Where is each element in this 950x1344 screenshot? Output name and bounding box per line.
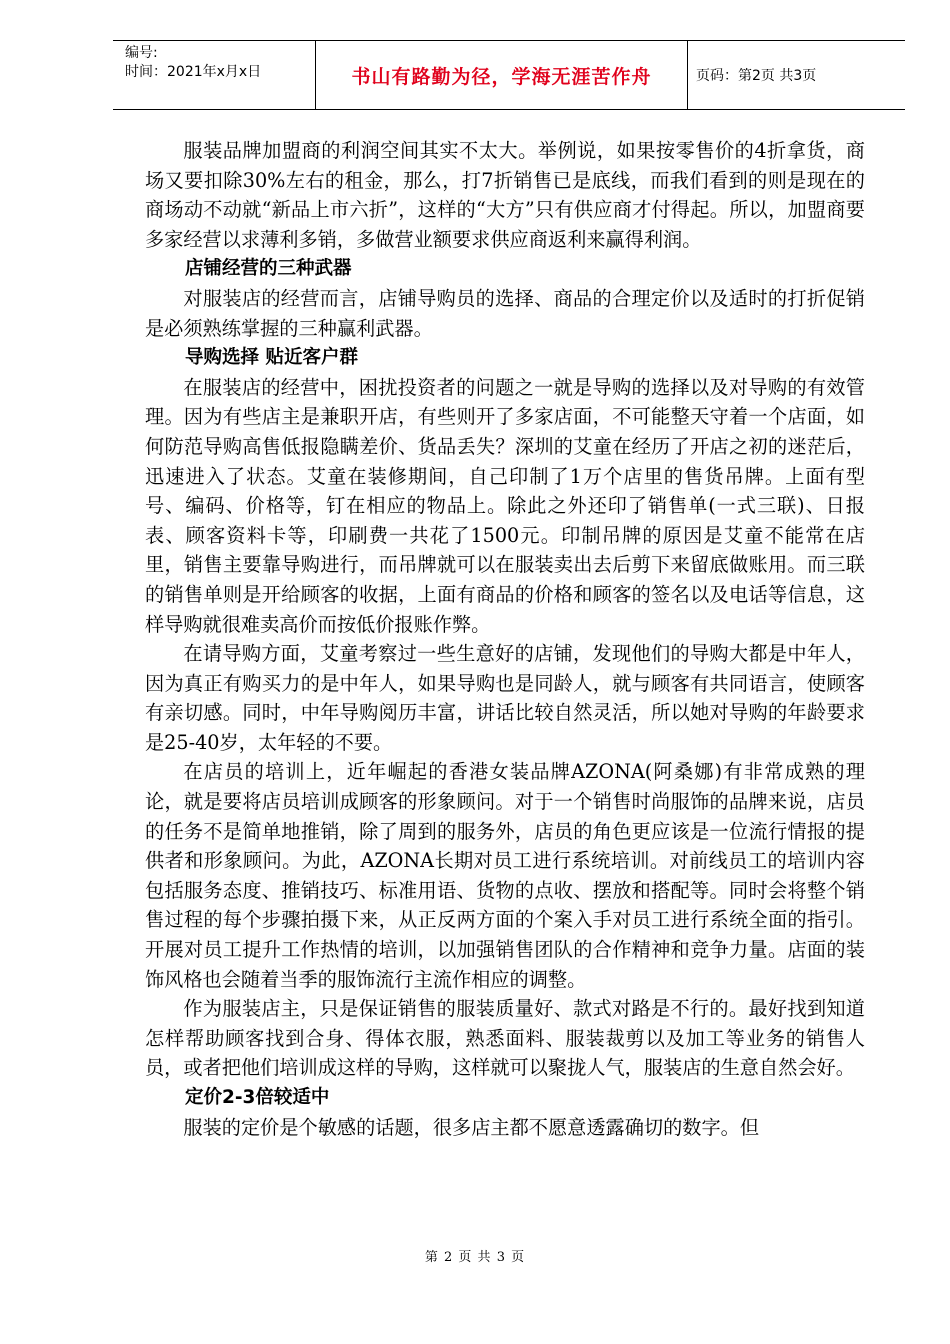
header-page-label: 页码：第2页 共3页 bbox=[696, 68, 817, 84]
document-number-label: 编号: bbox=[125, 45, 158, 61]
paragraph: 作为服装店主，只是保证销售的服装质量好、款式对路是不行的。最好找到知道怎样帮助顾客找到合身、得体衣服，熟悉面料、服装裁剪以及加工等业务的销售人员，或者把他们培训成这样的导购，这样就可以聚拢人气，服装店的生意自然会好。 bbox=[145, 997, 865, 1080]
document-body bbox=[145, 136, 865, 1142]
paragraph: 服装品牌加盟商的利润空间其实不太大。举例说，如果按零售价的4折拿货，商场又要扣除30%左右的租金，那么，打7折销售已是底线，而我们看到的则是现在的商场动不动就“新品上市六折”，这样的“大方”只有供应商才付得起。所以，加盟商要多家经营以求薄利多销，多做营业额要求供应商返利来赢得利润。 bbox=[145, 139, 865, 251]
paragraph: 在请导购方面，艾童考察过一些生意好的店铺，发现他们的导购大都是中年人，因为真正有购买力的是中年人，如果导购也是同龄人，就与顾客有共同语言，使顾客有亲切感。同时，中年导购阅历丰富，讲话比较自然灵活，所以她对导购的年龄要求是25-40岁，太年轻的不要。 bbox=[145, 642, 865, 754]
paragraph: 在店员的培训上，近年崛起的香港女装品牌AZONA(阿桑娜)有非常成熟的理论，就是要将店员培训成顾客的形象顾问。对于一个销售时尚服饰的品牌来说，店员的任务不是简单地推销，除了周到的服务外，店员的角色更应该是一位流行情报的提供者和形象顾问。为此，AZONA长期对员工进行系统培训。对前线员工的培训内容包括服务态度、推销技巧、标准用语、货物的点收、摆放和搭配等。同时会将整个销售过程的每个步骤拍摄下来，从正反两方面的个案入手对员工进行系统全面的指引。开展对员工提升工作热情的培训，以加强销售团队的合作精神和竞争力量。店面的装饰风格也会随着当季的服饰流行主流作相应的调整。 bbox=[145, 760, 865, 991]
section-heading: 店铺经营的三种武器 bbox=[185, 258, 352, 280]
page-footer: 第 2 页 共 3 页 bbox=[424, 1250, 526, 1265]
document-time-label: 时间：2021年x月x日 bbox=[125, 64, 262, 80]
paragraph: 在服装店的经营中，困扰投资者的问题之一就是导购的选择以及对导购的有效管理。因为有些店主是兼职开店，有些则开了多家店面，不可能整天守着一个店面，如何防范导购高售低报隐瞒差价、货品丢失？深圳的艾童在经历了开店之初的迷茫后，迅速进入了状态。艾童在装修期间，自己印制了1万个店里的售货吊牌。上面有型号、编码、价格等，钉在相应的物品上。除此之外还印了销售单(一式三联)、日报表、顾客资料卡等，印刷费一共花了1500元。印制吊牌的原因是艾童不能常在店里，销售主要靠导购进行，而吊牌就可以在服装卖出去后剪下来留底做账用。而三联的销售单则是开给顾客的收据，上面有商品的价格和顾客的签名以及电话等信息，这样导购就很难卖高价而按低价报账作弊。 bbox=[145, 375, 865, 636]
section-heading: 定价2-3倍较适中 bbox=[185, 1087, 330, 1108]
paragraph: 服装的定价是个敏感的话题，很多店主都不愿意透露确切的数字。但 bbox=[183, 1115, 760, 1139]
header-motto: 书山有路勤为径，学海无涯苦作舟 bbox=[316, 41, 688, 109]
paragraph: 对服装店的经营而言，店铺导购员的选择、商品的合理定价以及适时的打折促销是必须熟练掌握的三种赢利武器。 bbox=[145, 286, 865, 340]
section-heading: 导购选择 贴近客户群 bbox=[185, 347, 358, 369]
header-meta bbox=[113, 41, 316, 109]
page-header bbox=[113, 40, 905, 110]
